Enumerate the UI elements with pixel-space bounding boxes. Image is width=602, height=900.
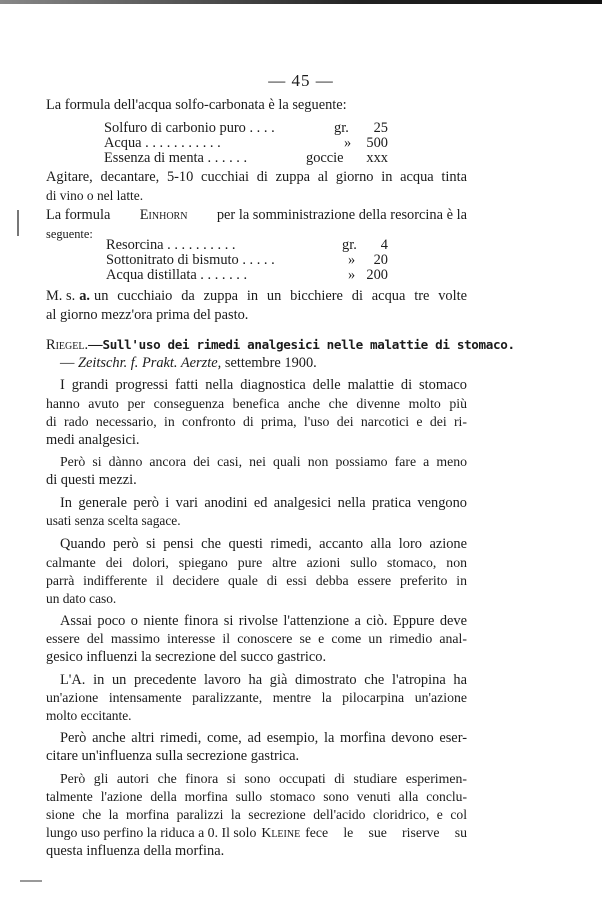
body-line: un'azione intensamente paralizzante, mentre la pilocarpina un'azione — [46, 690, 467, 705]
formula2-instructions-line2: al giorno mezz'ora prima del pasto. — [46, 307, 249, 323]
formula2-instructions-rest: un cucchiaio da zuppa in un bicchiere di acqua tre volte — [94, 288, 467, 304]
recipe-row — [106, 268, 388, 283]
body-line: gesico influenzi la secrezione del succo gastrico. — [46, 649, 327, 665]
formula2-intro-end: per la somministrazione della resorcina è la — [216, 207, 467, 223]
body-line: Però anche altri rimedi, come, ad esempio, la morfina devono eser- — [60, 730, 467, 746]
body-line-part: fece le sue riserve su — [305, 825, 467, 840]
body-line: essere del massimo interesse il conoscere se e come un rimedio anal- — [46, 631, 467, 646]
body-line: di rado necessario, in confronto di prima, l'uso dei narcotici e dei ri- — [46, 414, 467, 429]
ingredient-name: Essenza di menta . . . . . . — [104, 150, 248, 166]
formula1-intro: La formula dell'acqua solfo-carbonata è la seguente: — [46, 97, 347, 113]
formula2-instructions — [46, 287, 467, 305]
article-title: Sull'uso dei rimedi analgesici nelle malattie di stomaco. — [102, 337, 515, 352]
body-line: sione che la morfina paralizzi la secrezione dell'acido cloridrico, e col — [46, 807, 467, 822]
body-line: questa influenza della morfina. — [46, 843, 225, 859]
source-date: settembre 1900. — [224, 355, 317, 371]
source-journal: Zeitschr. f. Prakt. Aerzte, — [78, 355, 222, 371]
formula2-instructions-a: a. — [79, 288, 90, 304]
body-line: In generale però i vari anodini ed analgesici nella pratica vengono — [60, 495, 467, 511]
ingredient-qty: 500 — [366, 135, 388, 151]
body-line: un dato caso. — [46, 591, 117, 606]
ingredient-name: Solfuro di carbonio puro . . . . — [104, 120, 275, 136]
ingredient-name: Acqua . . . . . . . . . . . — [104, 135, 221, 151]
article-heading — [46, 336, 515, 354]
body-line: Però gli autori che finora si sono occupati di studiare esperimen- — [60, 771, 467, 786]
body-line: Però si dànno ancora dei casi, nei quali non possiamo fare a meno — [60, 454, 467, 469]
body-line: L'A. in un precedente lavoro ha già dimostrato che l'atropina ha — [60, 672, 467, 688]
ingredient-name: Acqua distillata . . . . . . . — [106, 267, 248, 283]
recipe-row — [106, 238, 388, 253]
formula1-recipe — [104, 121, 388, 166]
body-line: talmente l'azione della morfina sullo stomaco sono venuti alla conclu- — [46, 789, 467, 804]
body-line: di questi mezzi. — [46, 472, 137, 488]
recipe-row — [104, 121, 388, 136]
ingredient-unit: » — [348, 267, 356, 283]
ingredient-qty: 4 — [380, 237, 388, 253]
ingredient-qty: 200 — [366, 267, 388, 283]
body-line: calmante dei dolori, spiegano pure altre azioni sullo stomaco, non — [46, 555, 467, 570]
ingredient-qty: 25 — [373, 120, 388, 136]
formula2-instructions-start: M. s. — [46, 288, 76, 304]
body-line: hanno avuto per conseguenza benefica anche che divenne molto più — [46, 396, 467, 411]
body-line: parrà indifferente il decidere quale di essi debba essere preferito in — [46, 573, 467, 588]
recipe-row — [104, 151, 388, 166]
formula2-recipe — [106, 238, 388, 283]
page-number: — 45 — — [268, 71, 334, 90]
author-einhorn: Einhorn — [139, 207, 188, 223]
body-line: Quando però si pensi che questi rimedi, accanto alla loro azione — [60, 536, 467, 552]
body-line-kleine — [46, 824, 467, 842]
formula1-instructions-line1: Agitare, decantare, 5-10 cucchiai di zuppa al giorno in acqua tinta — [46, 169, 467, 185]
body-line: molto eccitante. — [46, 708, 132, 723]
ingredient-qty: xxx — [366, 150, 388, 166]
ingredient-unit: gr. — [342, 237, 357, 253]
ingredient-name: Resorcina . . . . . . . . . . — [106, 237, 236, 253]
formula2-intro-start: La formula — [46, 207, 111, 223]
body-line-part: lungo uso perfino la riduca a 0. Il solo — [46, 825, 257, 840]
ingredient-unit: goccie — [306, 150, 344, 166]
body-line: I grandi progressi fatti nella diagnostica delle malattie di stomaco — [60, 377, 467, 393]
ingredient-unit: » — [348, 252, 356, 268]
formula2-intro — [46, 206, 467, 224]
article-dash: — — [88, 337, 103, 353]
recipe-row — [106, 253, 388, 268]
formula1-instructions-line2: di vino o nel latte. — [46, 188, 144, 203]
ingredient-name: Sottonitrato di bismuto . . . . . — [106, 252, 275, 268]
body-line: usati senza scelta sagace. — [46, 513, 181, 528]
body-line: medi analgesici. — [46, 432, 140, 448]
body-line: Assai poco o niente finora si rivolse l'attenzione a ciò. Eppure deve — [60, 613, 467, 629]
body-line: citare un'influenza sulla secrezione gastrica. — [46, 748, 300, 764]
article-source — [60, 354, 317, 372]
article-author: Riegel. — [46, 337, 89, 353]
author-kleine: Kleine — [261, 825, 301, 840]
recipe-row — [104, 136, 388, 151]
formula2-intro-line2: seguente: — [46, 227, 93, 241]
ingredient-qty: 20 — [373, 252, 388, 268]
ingredient-unit: gr. — [334, 120, 349, 136]
ingredient-unit: » — [344, 135, 352, 151]
source-dash: — — [60, 355, 75, 371]
